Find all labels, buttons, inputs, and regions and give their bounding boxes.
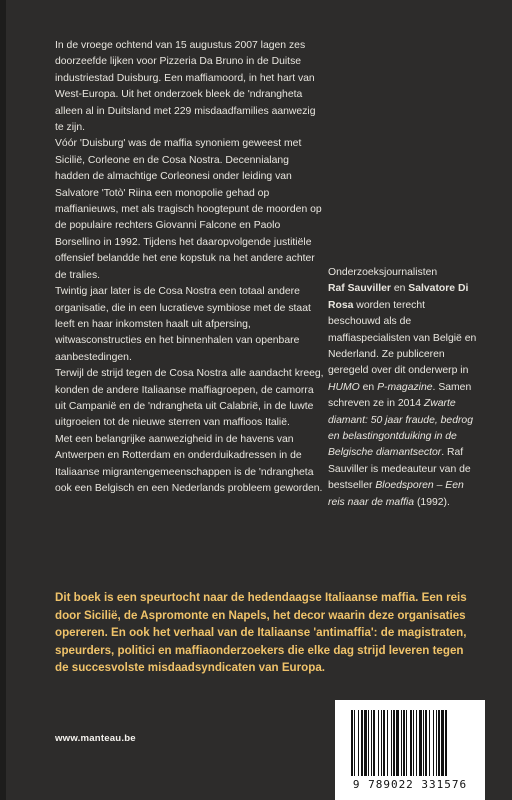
barcode-bars: [351, 710, 469, 776]
synopsis-paragraph: In de vroege ochtend van 15 augustus 2007 lagen zes doorzeefde lijken voor Pizzeria Da Bruno in de Duitse industriestad Duisburg. Een maffiamoord, in het hart van West-Europa. Uit het onderzoek bleek de 'ndrangheta alleen al in Duitsland met 229 misdaadfamilies aanwezig te zijn.: [55, 40, 316, 134]
author-name: Salvatore Di Rosa: [328, 283, 469, 311]
author-bio-text: . Raf Sauviller is medeauteur van de bestseller: [328, 447, 471, 492]
synopsis-paragraph: Terwijl de strijd tegen de Cosa Nostra alle aandacht kreeg, konden de andere Italiaanse maffiagroepen, de camorra uit Campanië en de 'ndrangheta uit Calabrië, in de luwte uitgroeien tot de nieuwe sterren van maffioos Italië.: [55, 368, 324, 429]
book-title: Bloedsporen – Een reis naar de maffia: [328, 480, 464, 508]
isbn-number: 9 789022 331576: [352, 778, 468, 791]
author-bio-text: en: [359, 381, 378, 393]
synopsis-column: [55, 38, 325, 497]
book-blurb: Dit boek is een speurtocht naar de hedendaagse Italiaanse maffia. Een reis door Sicilië, de Aspromonte en Napels, het decor waarin deze organisaties opereren. En ook het verhaal van de Italiaanse 'antimaffia': de magistraten, speurders, politici en maffiaonderzoekers die elke dag strijd leveren tegen de succesvolste misdaadsyndicaten van Europa.: [55, 591, 467, 675]
magazine-title: P-magazine: [377, 381, 433, 393]
publisher-url: www.manteau.be: [55, 733, 136, 744]
magazine-title: HUMO: [328, 381, 360, 393]
barcode: [335, 700, 485, 800]
author-bio-text: en: [390, 283, 409, 295]
book-title: Zwarte diamant: 50 jaar fraude, bedrog en belastingontduiking in de Belgische diamantsector: [328, 398, 473, 459]
synopsis-paragraph: Vóór 'Duisburg' was de maffia synoniem geweest met Sicilië, Corleone en de Cosa Nostra. Decennialang hadden de almachtige Corleonesi onder leiding van Salvatore 'Totò' Riina een monopolie gehad op maffianieuws, met als tragisch hoogtepunt de moorden op de populaire rechters Giovanni Falcone en Paolo Borsellino in 1992. Tijdens het daaropvolgende justitiële offensief belandde het ene kopstuk na het andere achter de tralies.: [55, 138, 322, 281]
author-bio-text: (1992).: [414, 496, 450, 508]
author-bio: [328, 265, 478, 511]
synopsis-paragraph: Met een belangrijke aanwezigheid in de havens van Antwerpen en Rotterdam en onderduikadressen in de Italiaanse migrantengemeenschappen is de 'ndrangheta ook een Belgisch en een Nederlands probleem geworden.: [55, 433, 323, 494]
synopsis-paragraph: Twintig jaar later is de Cosa Nostra een totaal andere organisatie, die in een lucratieve symbiose met de staat leeft en haar inkomsten haalt uit afpersing, witwasconstructies en het binnenhalen van openbare aanbestedingen.: [55, 286, 311, 363]
author-bio-text: . Samen schreven ze in 2014: [328, 381, 472, 410]
author-bio-intro: Onderzoeksjournalisten: [328, 267, 438, 278]
author-name: Raf Sauviller: [328, 283, 391, 295]
author-bio-text: worden terecht beschouwd als de maffiaspecialisten van België en Nederland. Ze publiceren geregeld over dit onderwerp in: [328, 299, 477, 377]
